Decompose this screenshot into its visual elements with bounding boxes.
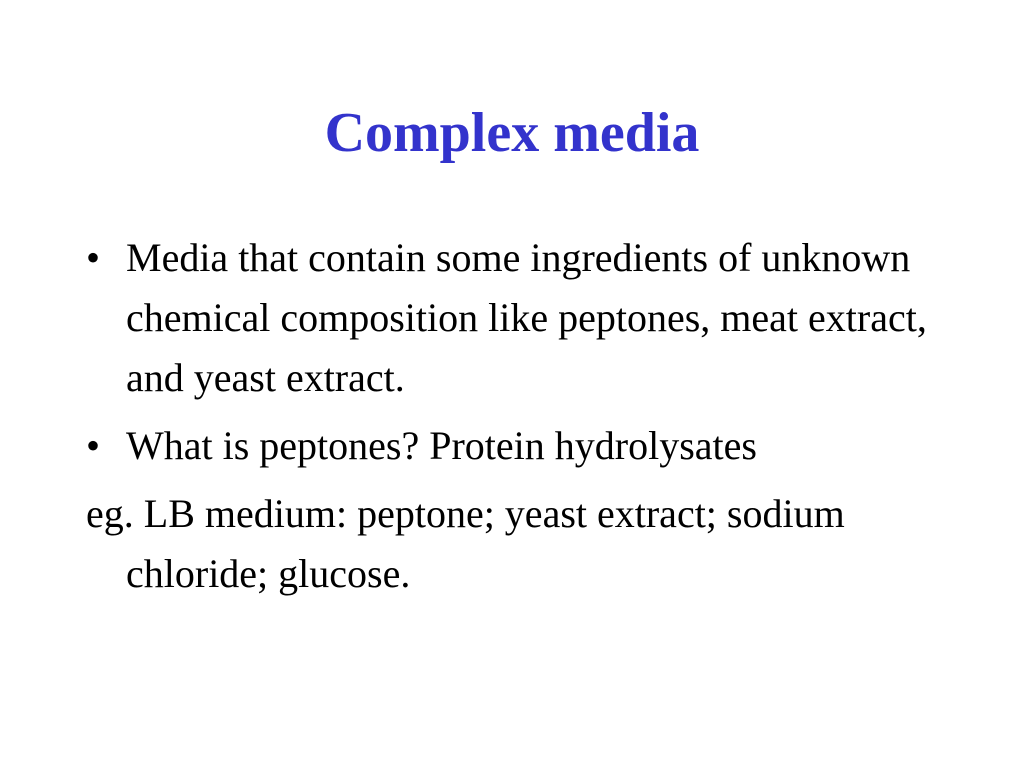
bullet-text: Media that contain some ingredients of unknown chemical composition like peptones, meat extract, and yeast extract. (126, 235, 927, 400)
example-line: eg. LB medium: peptone; yeast extract; sodium chloride; glucose. (86, 491, 845, 596)
bullet-icon: • (86, 235, 101, 280)
bullet-icon: • (86, 423, 101, 468)
bullet-item-1 (86, 228, 966, 408)
bullet-text: What is peptones? Protein hydrolysates (126, 423, 757, 468)
slide-body (86, 228, 966, 604)
slide-title: Complex media (324, 102, 700, 164)
bullet-item-2 (86, 416, 966, 476)
